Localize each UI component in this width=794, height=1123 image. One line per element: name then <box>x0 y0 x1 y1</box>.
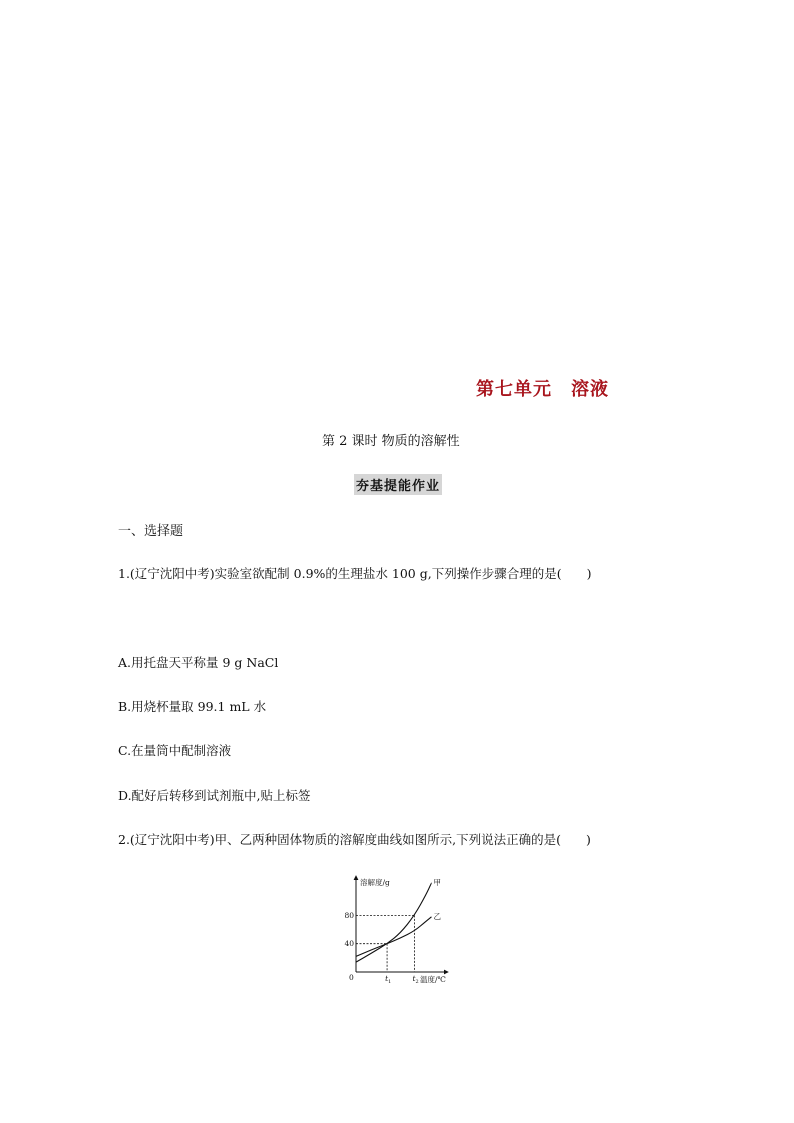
x-tick-label-0: $t_1$ <box>385 974 392 984</box>
question-1-option-c: C.在量筒中配制溶液 <box>118 743 232 758</box>
x-tick-label-1: $t_2$ <box>412 974 419 984</box>
section-banner: 夯基提能作业 <box>354 474 442 495</box>
question-1-option-a: A.用托盘天平称量 9 g NaCl <box>118 655 279 670</box>
series-line-0 <box>356 883 431 962</box>
y-axis-label: 溶解度/g <box>360 878 390 887</box>
question-1-stem: 1.(辽宁沈阳中考)实验室欲配制 0.9%的生理盐水 100 g,下列操作步骤合理的是( ) <box>118 566 592 581</box>
lesson-title: 第 2 课时 物质的溶解性 <box>322 434 460 449</box>
section-heading: 一、选择题 <box>118 524 184 539</box>
series-line-1 <box>356 917 431 957</box>
origin-label: 0 <box>349 973 354 982</box>
question-1-option-b: B.用烧杯量取 99.1 mL 水 <box>118 699 267 714</box>
y-tick-label-0: 40 <box>344 939 354 949</box>
question-2-stem: 2.(辽宁沈阳中考)甲、乙两种固体物质的溶解度曲线如图所示,下列说法正确的是( ) <box>118 832 591 847</box>
question-1-option-d: D.配好后转移到试剂瓶中,贴上标签 <box>118 788 311 803</box>
unit-title: 第七单元 溶液 <box>476 379 609 400</box>
series-label-1: 乙 <box>433 911 441 921</box>
x-axis-label: 温度/℃ <box>420 975 446 984</box>
solubility-chart <box>338 872 458 984</box>
series-label-0: 甲 <box>433 877 441 887</box>
y-tick-label-1: 80 <box>344 910 354 920</box>
